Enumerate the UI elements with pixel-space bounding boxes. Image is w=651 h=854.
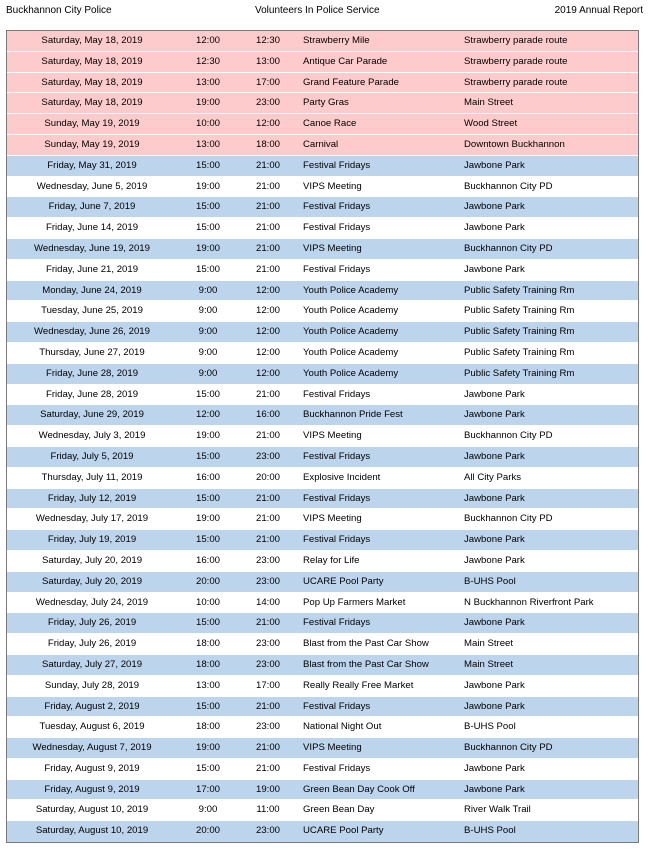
event-schedule-table: [6, 30, 639, 843]
end-time: 23:00: [255, 554, 280, 566]
event-name: Youth Police Academy: [303, 305, 399, 317]
start-time: 19:00: [195, 180, 220, 192]
event-date: Friday, June 21, 2019: [45, 263, 139, 275]
end-time: 18:00: [255, 138, 280, 150]
end-time: 12:00: [255, 305, 280, 317]
end-time: 21:00: [255, 263, 280, 275]
event-date: Friday, July 26, 2019: [47, 617, 137, 629]
table-row: [7, 322, 638, 343]
event-location: Public Safety Training Rm: [464, 326, 575, 338]
table-row: [7, 613, 638, 634]
end-time: 23:00: [255, 658, 280, 670]
event-name: VIPS Meeting: [303, 180, 362, 192]
event-name: Festival Fridays: [303, 222, 371, 234]
event-date: Friday, June 28, 2019: [45, 388, 139, 400]
table-row: [7, 177, 638, 198]
start-time: 19:00: [195, 513, 220, 525]
header-report-title: 2019 Annual Report: [554, 5, 643, 16]
event-date: Saturday, May 18, 2019: [41, 76, 143, 88]
table-row: [7, 738, 638, 759]
header-program: Volunteers In Police Service: [255, 5, 380, 16]
event-name: Youth Police Academy: [303, 284, 399, 296]
end-time: 17:00: [255, 679, 280, 691]
start-time: 15:00: [195, 159, 220, 171]
start-time: 15:00: [195, 617, 220, 629]
event-date: Saturday, May 18, 2019: [41, 35, 143, 46]
event-location: Strawberry parade route: [464, 55, 568, 67]
end-time: 21:00: [255, 180, 280, 192]
start-time: 13:00: [195, 138, 220, 150]
event-location: Jawbone Park: [464, 201, 525, 213]
event-name: Festival Fridays: [303, 534, 371, 546]
event-date: Friday, July 5, 2019: [50, 450, 134, 462]
end-time: 12:00: [255, 284, 280, 296]
event-name: Festival Fridays: [303, 388, 371, 400]
event-name: Youth Police Academy: [303, 367, 399, 379]
end-time: 23:00: [255, 638, 280, 650]
event-name: VIPS Meeting: [303, 742, 362, 754]
event-location: Wood Street: [464, 118, 518, 130]
start-time: 15:00: [195, 450, 220, 462]
event-date: Friday, July 19, 2019: [47, 534, 137, 546]
event-location: Strawberry parade route: [464, 35, 568, 46]
event-location: Strawberry parade route: [464, 76, 568, 88]
event-date: Wednesday, July 24, 2019: [35, 596, 149, 608]
event-date: Saturday, July 27, 2019: [41, 658, 143, 670]
start-time: 19:00: [195, 242, 220, 254]
event-name: VIPS Meeting: [303, 430, 362, 442]
table-row: [7, 634, 638, 655]
table-row: [7, 468, 638, 489]
event-location: Jawbone Park: [464, 492, 525, 504]
end-time: 12:30: [255, 35, 280, 46]
table-row: [7, 780, 638, 801]
end-time: 14:00: [255, 596, 280, 608]
end-time: 21:00: [255, 492, 280, 504]
start-time: 16:00: [195, 471, 220, 483]
table-row: [7, 551, 638, 572]
event-date: Sunday, May 19, 2019: [44, 138, 140, 150]
event-location: Jawbone Park: [464, 534, 525, 546]
end-time: 21:00: [255, 742, 280, 754]
start-time: 9:00: [198, 346, 218, 358]
table-row: [7, 426, 638, 447]
event-location: Jawbone Park: [464, 700, 525, 712]
event-location: Public Safety Training Rm: [464, 346, 575, 358]
event-date: Saturday, July 20, 2019: [41, 575, 143, 587]
start-time: 9:00: [198, 305, 218, 317]
end-time: 21:00: [255, 430, 280, 442]
event-date: Saturday, August 10, 2019: [35, 825, 149, 837]
event-location: Downtown Buckhannon: [464, 138, 565, 150]
event-location: Jawbone Park: [464, 762, 525, 774]
end-time: 12:00: [255, 367, 280, 379]
end-time: 23:00: [255, 575, 280, 587]
event-date: Wednesday, June 26, 2019: [34, 326, 150, 338]
event-name: UCARE Pool Party: [303, 575, 384, 587]
event-location: Jawbone Park: [464, 450, 525, 462]
event-name: Party Gras: [303, 97, 349, 109]
end-time: 23:00: [255, 97, 280, 109]
event-location: Jawbone Park: [464, 554, 525, 566]
start-time: 12:30: [195, 55, 220, 67]
table-row: [7, 405, 638, 426]
start-time: 16:00: [195, 554, 220, 566]
event-name: Explosive Incident: [303, 471, 381, 483]
table-row: [7, 530, 638, 551]
end-time: 12:00: [255, 118, 280, 130]
event-name: UCARE Pool Party: [303, 825, 384, 837]
start-time: 19:00: [195, 97, 220, 109]
event-date: Friday, August 9, 2019: [44, 762, 140, 774]
start-time: 10:00: [195, 596, 220, 608]
event-date: Tuesday, August 6, 2019: [39, 721, 145, 733]
end-time: 23:00: [255, 450, 280, 462]
table-row: [7, 759, 638, 780]
event-date: Wednesday, June 5, 2019: [36, 180, 148, 192]
start-time: 18:00: [195, 638, 220, 650]
end-time: 21:00: [255, 700, 280, 712]
event-location: Main Street: [464, 97, 514, 109]
event-location: Main Street: [464, 638, 514, 650]
start-time: 15:00: [195, 762, 220, 774]
table-row: [7, 447, 638, 468]
start-time: 12:00: [195, 35, 220, 46]
event-date: Friday, July 12, 2019: [47, 492, 137, 504]
event-name: Festival Fridays: [303, 263, 371, 275]
event-location: Jawbone Park: [464, 388, 525, 400]
end-time: 21:00: [255, 222, 280, 234]
event-location: Jawbone Park: [464, 159, 525, 171]
start-time: 15:00: [195, 201, 220, 213]
event-name: Festival Fridays: [303, 492, 371, 504]
start-time: 19:00: [195, 742, 220, 754]
event-location: N Buckhannon Riverfront Park: [464, 596, 594, 608]
event-location: Jawbone Park: [464, 222, 525, 234]
event-date: Friday, August 9, 2019: [44, 783, 140, 795]
event-name: Green Bean Day: [303, 804, 375, 816]
event-name: Festival Fridays: [303, 700, 371, 712]
table-row: [7, 197, 638, 218]
table-row: [7, 281, 638, 302]
table-row: [7, 676, 638, 697]
table-row: [7, 218, 638, 239]
event-name: Festival Fridays: [303, 617, 371, 629]
table-row: [7, 156, 638, 177]
event-location: Jawbone Park: [464, 617, 525, 629]
event-date: Wednesday, June 19, 2019: [34, 242, 150, 254]
end-time: 23:00: [255, 721, 280, 733]
event-date: Saturday, May 18, 2019: [41, 97, 143, 109]
table-row: [7, 821, 638, 842]
event-name: Festival Fridays: [303, 159, 371, 171]
event-location: Buckhannon City PD: [464, 242, 553, 254]
start-time: 18:00: [195, 721, 220, 733]
table-row: [7, 301, 638, 322]
event-name: Really Really Free Market: [303, 679, 414, 691]
start-time: 10:00: [195, 118, 220, 130]
table-row: [7, 489, 638, 510]
start-time: 9:00: [198, 804, 218, 816]
event-name: Carnival: [303, 138, 339, 150]
event-location: River Walk Trail: [464, 804, 531, 816]
event-name: Canoe Race: [303, 118, 357, 130]
start-time: 15:00: [195, 534, 220, 546]
table-row: [7, 697, 638, 718]
page-header: [6, 5, 645, 21]
end-time: 21:00: [255, 159, 280, 171]
table-row: [7, 52, 638, 73]
end-time: 21:00: [255, 534, 280, 546]
start-time: 20:00: [195, 575, 220, 587]
table-row: [7, 593, 638, 614]
start-time: 9:00: [198, 284, 218, 296]
event-location: Jawbone Park: [464, 263, 525, 275]
table-row: [7, 572, 638, 593]
start-time: 13:00: [195, 679, 220, 691]
event-date: Wednesday, July 3, 2019: [38, 430, 146, 442]
event-location: B-UHS Pool: [464, 575, 516, 587]
table-row: [7, 260, 638, 281]
event-date: Sunday, July 28, 2019: [44, 679, 140, 691]
table-row: [7, 31, 638, 52]
event-name: National Night Out: [303, 721, 382, 733]
event-date: Sunday, May 19, 2019: [44, 118, 140, 130]
event-date: Friday, May 31, 2019: [47, 159, 137, 171]
start-time: 12:00: [195, 409, 220, 421]
event-location: Buckhannon City PD: [464, 180, 553, 192]
event-name: Relay for Life: [303, 554, 360, 566]
table-row: [7, 800, 638, 821]
end-time: 21:00: [255, 762, 280, 774]
start-time: 9:00: [198, 367, 218, 379]
event-location: Jawbone Park: [464, 783, 525, 795]
table-row: [7, 717, 638, 738]
table-row: [7, 239, 638, 260]
start-time: 15:00: [195, 700, 220, 712]
start-time: 9:00: [198, 326, 218, 338]
event-name: Festival Fridays: [303, 201, 371, 213]
event-name: Strawberry Mile: [303, 35, 370, 46]
event-location: Buckhannon City PD: [464, 742, 553, 754]
end-time: 21:00: [255, 513, 280, 525]
start-time: 13:00: [195, 76, 220, 88]
event-date: Friday, June 28, 2019: [45, 367, 139, 379]
event-name: Green Bean Day Cook Off: [303, 783, 415, 795]
event-location: B-UHS Pool: [464, 825, 516, 837]
event-date: Saturday, July 20, 2019: [41, 554, 143, 566]
end-time: 12:00: [255, 326, 280, 338]
event-location: Jawbone Park: [464, 409, 525, 421]
table-row: [7, 655, 638, 676]
event-name: Blast from the Past Car Show: [303, 638, 429, 650]
start-time: 15:00: [195, 263, 220, 275]
event-name: Antique Car Parade: [303, 55, 388, 67]
event-name: Pop Up Farmers Market: [303, 596, 406, 608]
start-time: 15:00: [195, 492, 220, 504]
table-row: [7, 343, 638, 364]
event-date: Saturday, August 10, 2019: [35, 804, 149, 816]
start-time: 19:00: [195, 430, 220, 442]
start-time: 18:00: [195, 658, 220, 670]
end-time: 12:00: [255, 346, 280, 358]
event-date: Monday, June 24, 2019: [42, 284, 142, 296]
event-date: Tuesday, June 25, 2019: [41, 305, 143, 317]
event-location: Public Safety Training Rm: [464, 305, 575, 317]
end-time: 11:00: [256, 804, 280, 816]
end-time: 17:00: [255, 76, 280, 88]
start-time: 17:00: [195, 783, 220, 795]
table-row: [7, 364, 638, 385]
table-row: [7, 385, 638, 406]
end-time: 16:00: [255, 409, 280, 421]
event-name: VIPS Meeting: [303, 242, 362, 254]
end-time: 13:00: [255, 55, 280, 67]
event-location: Buckhannon City PD: [464, 430, 553, 442]
event-date: Wednesday, August 7, 2019: [32, 742, 152, 754]
event-name: Youth Police Academy: [303, 346, 399, 358]
event-date: Wednesday, July 17, 2019: [35, 513, 149, 525]
event-date: Friday, August 2, 2019: [44, 700, 140, 712]
event-name: Grand Feature Parade: [303, 76, 399, 88]
event-location: All City Parks: [464, 471, 522, 483]
end-time: 21:00: [255, 242, 280, 254]
event-date: Friday, June 7, 2019: [48, 201, 136, 213]
end-time: 20:00: [255, 471, 280, 483]
event-date: Saturday, May 18, 2019: [41, 55, 143, 67]
start-time: 20:00: [195, 825, 220, 837]
table-row: [7, 135, 638, 156]
start-time: 15:00: [195, 222, 220, 234]
event-name: Buckhannon Pride Fest: [303, 409, 403, 421]
event-location: Main Street: [464, 658, 514, 670]
end-time: 23:00: [255, 825, 280, 837]
end-time: 21:00: [255, 617, 280, 629]
end-time: 19:00: [255, 783, 280, 795]
event-date: Saturday, June 29, 2019: [40, 409, 144, 421]
event-name: Blast from the Past Car Show: [303, 658, 429, 670]
event-location: Public Safety Training Rm: [464, 367, 575, 379]
table-row: [7, 93, 638, 114]
event-date: Friday, July 26, 2019: [47, 638, 137, 650]
table-row: [7, 73, 638, 94]
event-name: Festival Fridays: [303, 450, 371, 462]
event-location: Public Safety Training Rm: [464, 284, 575, 296]
event-date: Thursday, June 27, 2019: [39, 346, 145, 358]
event-name: Festival Fridays: [303, 762, 371, 774]
event-date: Thursday, July 11, 2019: [41, 471, 143, 483]
event-date: Friday, June 14, 2019: [45, 222, 139, 234]
event-name: VIPS Meeting: [303, 513, 362, 525]
header-organization: Buckhannon City Police: [6, 5, 112, 16]
end-time: 21:00: [255, 388, 280, 400]
end-time: 21:00: [255, 201, 280, 213]
event-location: Jawbone Park: [464, 679, 525, 691]
table-row: [7, 114, 638, 135]
event-location: B-UHS Pool: [464, 721, 516, 733]
event-location: Buckhannon City PD: [464, 513, 553, 525]
event-name: Youth Police Academy: [303, 326, 399, 338]
start-time: 15:00: [195, 388, 220, 400]
table-row: [7, 509, 638, 530]
